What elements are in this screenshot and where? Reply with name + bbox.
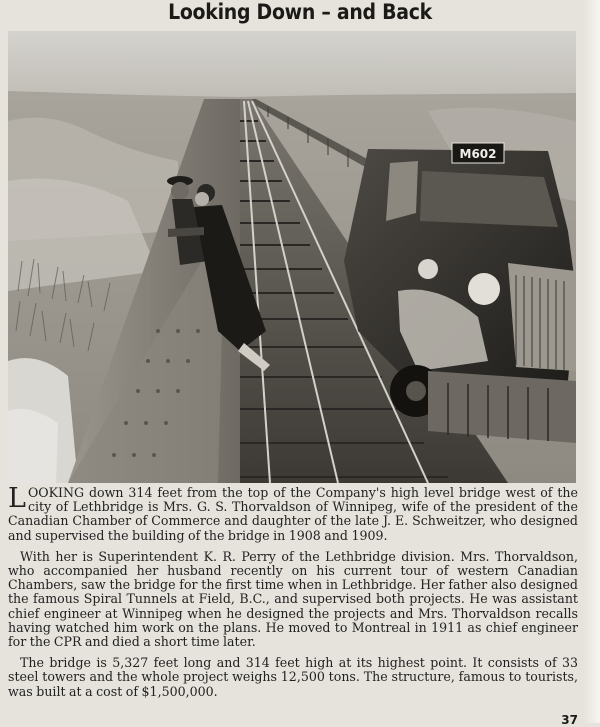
bridge-photograph [8, 31, 576, 483]
caption-paragraph-1 [8, 483, 578, 543]
page-title: Looking Down – and Back [168, 0, 432, 24]
bridge-photo-icon [8, 31, 576, 483]
drop-cap: L [8, 483, 26, 514]
page-number: 37 [561, 713, 578, 727]
licence-plate: M602 [459, 147, 497, 161]
caption-paragraph-1-text: OOKING down 314 feet from the top of the Company's high level bridge west of the city of Lethbridge is Mrs. G. S. Thorvaldson of Winnipeg, wife of the president of the Canadian Chamber of Commerce and daughter of the late J. E. Schweitzer, who designed and supervised the building of the bridge in 1908 and 1909. [8, 485, 578, 543]
caption-paragraph-2: With her is Superintendent K. R. Perry of the Lethbridge division. Mrs. Thorvaldson, who accompanied her husband recently on his current tour of western Canadian Chambers, saw the bridge for the first time when in Lethbridge. Her father also designed the famous Spiral Tunnels at Field, B.C., and supervised both projects. He was assistant chief engineer at Winnipeg when he designed the projects and Mrs. Thorvaldson recalls having watched him work on the plans. He moved to Montreal in 1911 as chief engineer for the CPR and died a short time later. [8, 548, 578, 650]
caption [8, 483, 578, 706]
page-edge [584, 0, 600, 723]
caption-paragraph-3: The bridge is 5,327 feet long and 314 feet high at its highest point. It consists of 33 steel towers and the whole project weighs 12,500 tons. The structure, famous to tourists, was built at a cost of $1,500,000. [8, 655, 578, 699]
sky [8, 31, 576, 101]
